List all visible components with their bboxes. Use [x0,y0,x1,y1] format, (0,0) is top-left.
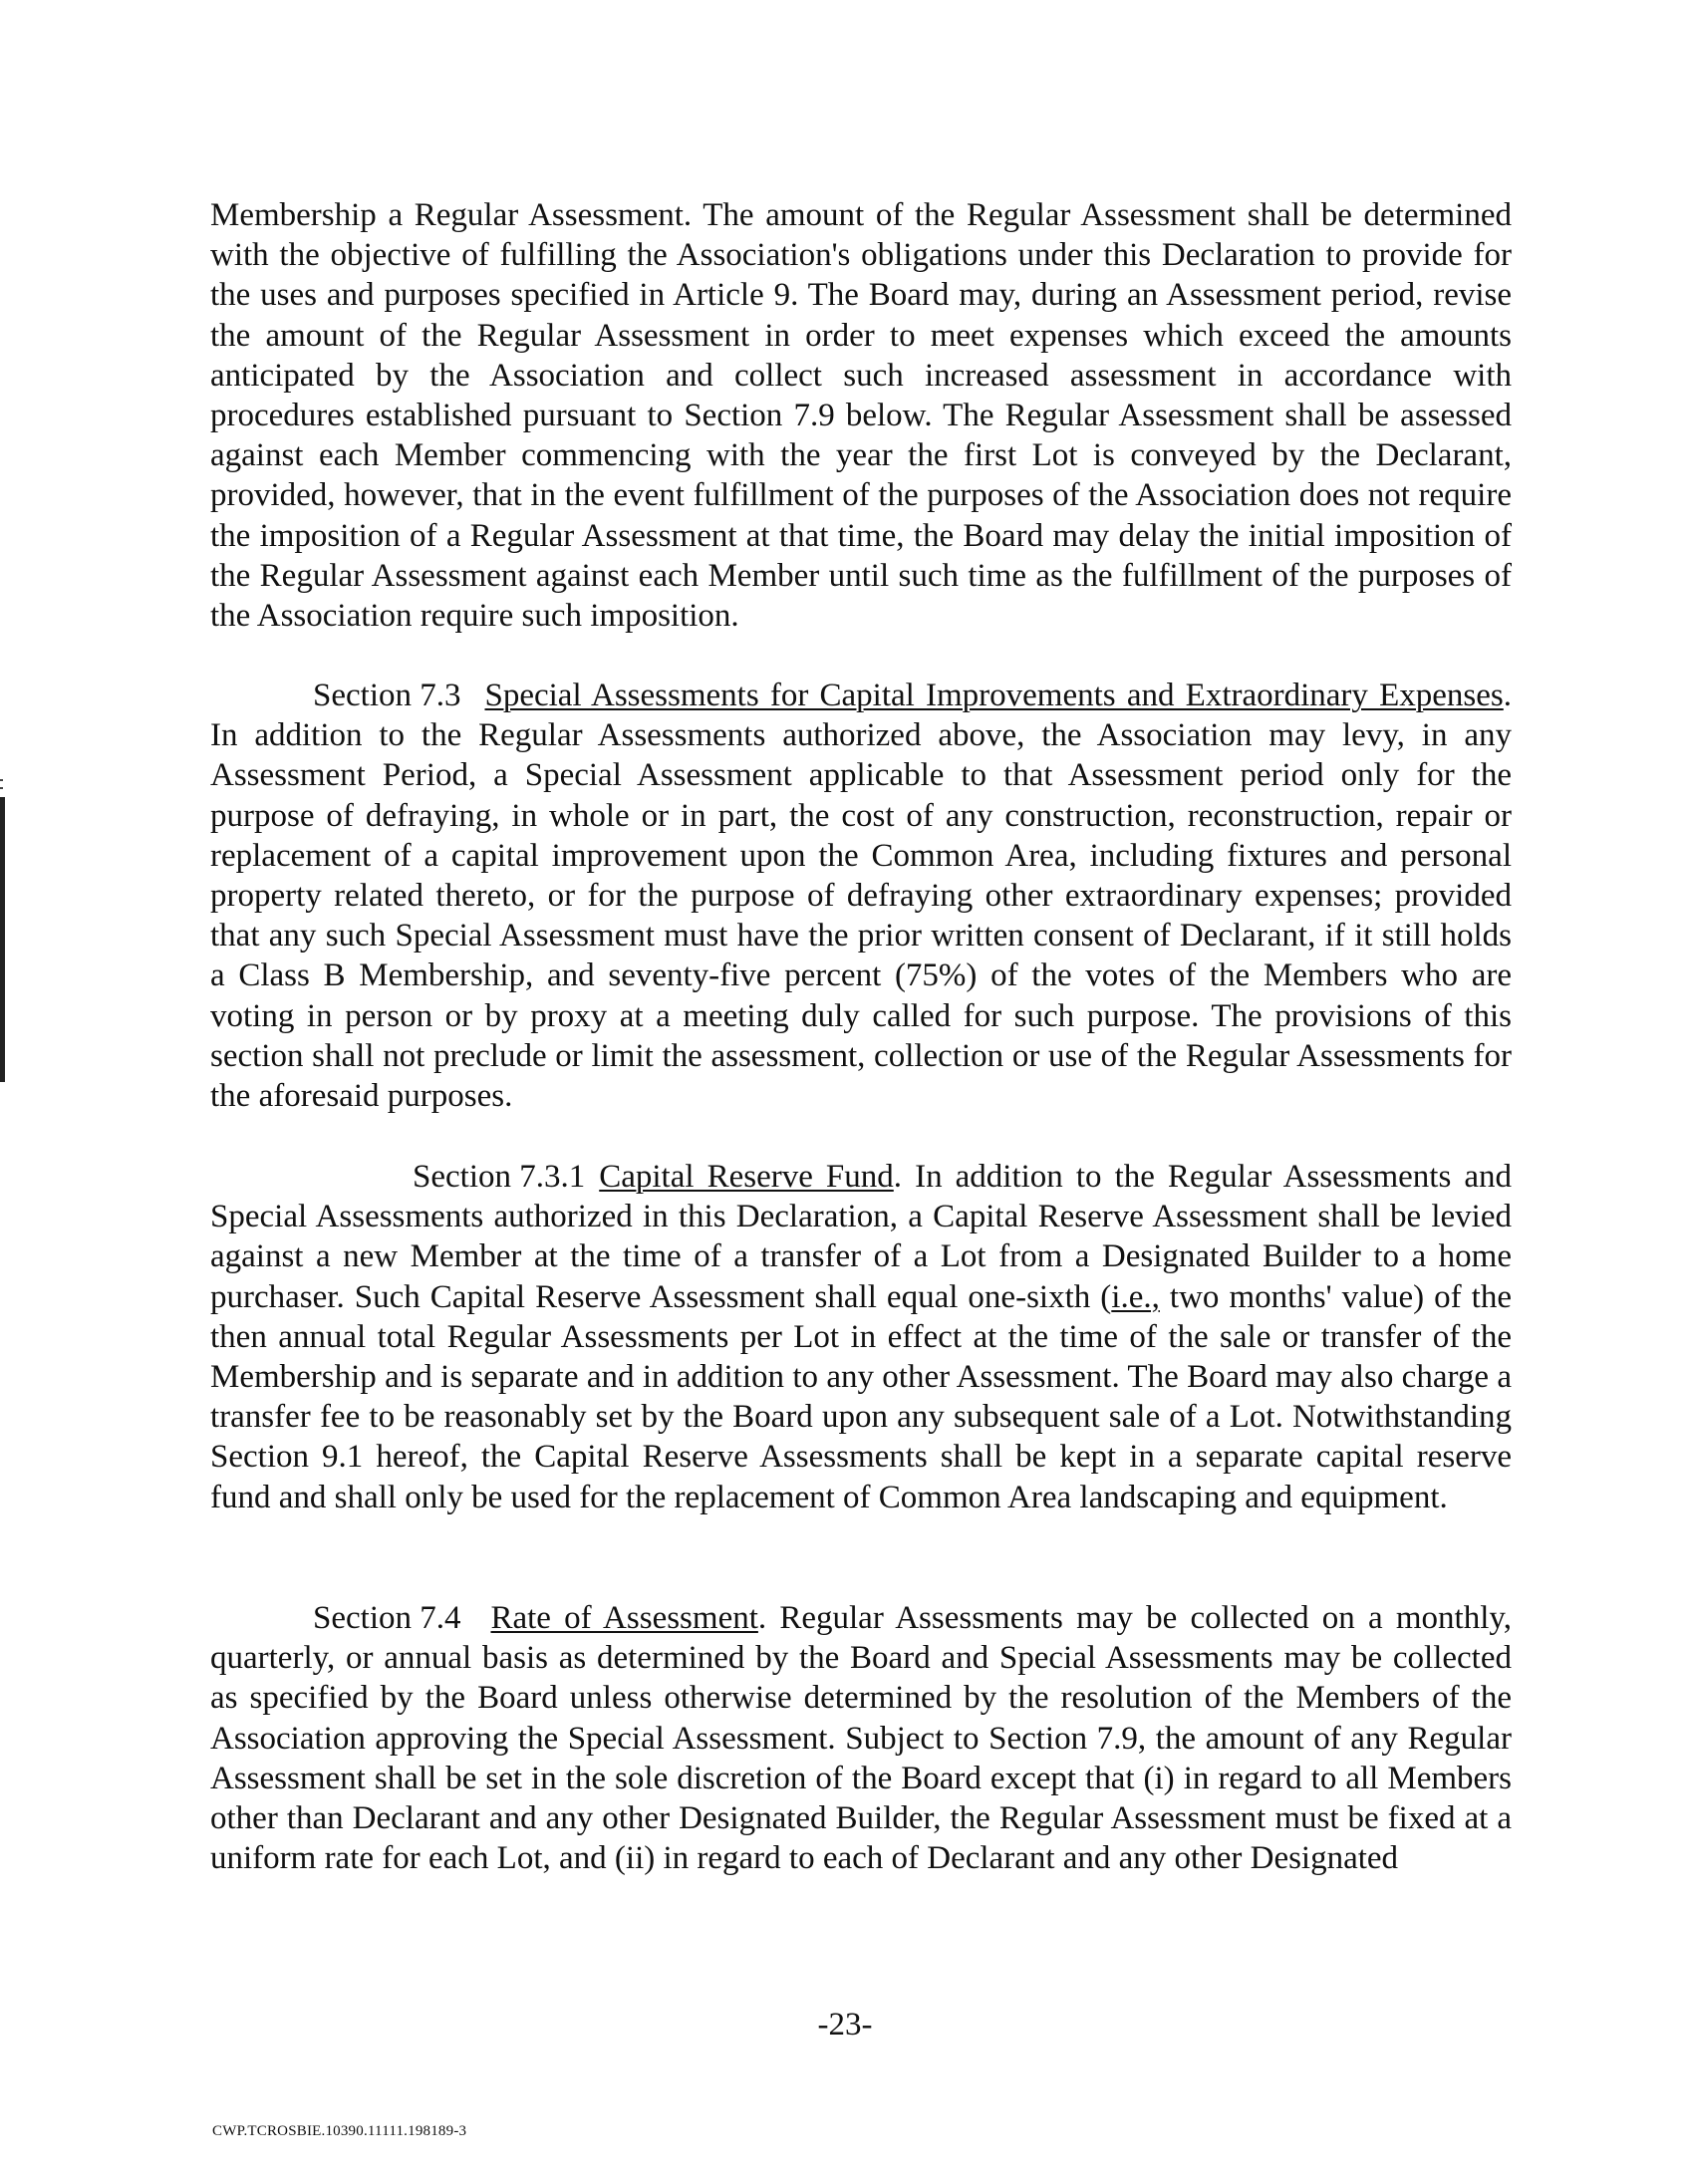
paragraph-text: . In addition to the Regular Assessments authorized above, the Association may levy, in any Assessment Period, a Special Assessment applicable to that Assessment period only for the purpose of defraying, in whole or in part, the cost of any construction, reconstruction, repair or replacement of a capital improvement upon the Common Area, including fixtures and personal property related thereto, or for the purpose of defraying other extraordinary expenses; provided that any such Special Assessment must have the prior written consent of Declarant, if it still holds a Class B Membership, and seventy-five percent (75%) of the votes of the Members who are voting in person or by proxy at a meeting duly called for such purpose. The provisions of this section shall not preclude or limit the assessment, collection or use of the Regular Assessments for the aforesaid purposes. [210,678,1512,1115]
scan-margin-mark [0,797,5,1082]
scan-margin-tick [0,787,3,789]
section-number: Section 7.3 [313,678,461,713]
section-heading: Capital Reserve Fund [599,1159,894,1195]
scan-margin-tick [0,779,3,781]
paragraph-regular-assessment [210,195,1512,636]
paragraph-section-7-3-1 [210,1157,1512,1517]
paragraph-section-7-4 [210,1598,1512,1878]
document-id-footer: CWP.TCROSBIE.10390.11111.198189-3 [212,2123,467,2139]
paragraph-text-continued: two months' value) of the then annual total Regular Assessments per Lot in effect at the time of the sale or transfer of the Membership and is separate and in addition to any other Assessment. The Board may also charge a transfer fee to be reasonably set by the Board upon any subsequent sale of a Lot. Notwithstanding Section 9.1 hereof, the Capital Reserve Assessments shall be kept in a separate capital reserve fund and shall only be used for the replacement of Common Area landscaping and equipment. [210,1278,1513,1515]
section-number: Section 7.3.1 [413,1159,586,1195]
page-number: -23- [817,2007,873,2043]
paragraph-text: . Regular Assessments may be collected on a monthly, quarterly, or annual basis as determined by the Board and Special Assessments may be collected as specified by the Board unless otherwise determined by the resolution of the Members of the Association approving the Special Assessment. Subject to Section 7.9, the amount of any Regular Assessment shall be set in the sole discretion of the Board except that (i) in regard to all Members other than Declarant and any other Designated Builder, the Regular Assessment must be fixed at a uniform rate for each Lot, and (ii) in regard to each of Declarant and any other Designated [210,1600,1512,1877]
section-number: Section 7.4 [313,1600,461,1636]
section-heading: Special Assessments for Capital Improvements and Extraordinary Expenses [484,678,1504,713]
paragraph-text: . In addition to the Regular Assessments and Special Assessments authorized in this Declaration, a Capital Reserve Assessment shall be levied against a new Member at the time of a transfer of a Lot from a Designated Builder to a home purchaser. Such Capital Reserve Assessment shall equal one-sixth ( [210,1159,1512,1315]
paragraph-section-7-3 [210,676,1512,1116]
paragraph-text: Membership a Regular Assessment. The amount of the Regular Assessment shall be determined with the objective of fulfilling the Association's obligations under this Declaration to provide for the uses and purposes specified in Article 9. The Board may, during an Assessment period, revise the amount of the Regular Assessment in order to meet expenses which exceed the amounts anticipated by the Association and collect such increased assessment in accordance with procedures established pursuant to Section 7.9 below. The Regular Assessment shall be assessed against each Member commencing with the year the first Lot is conveyed by the Declarant, provided, however, that in the event fulfillment of the purposes of the Association does not require the imposition of a Regular Assessment at that time, the Board may delay the initial imposition of the Regular Assessment against each Member until such time as the fulfillment of the purposes of the Association require such imposition. [210,197,1512,635]
ie-abbreviation: i.e., [1111,1278,1160,1315]
section-heading: Rate of Assessment [490,1600,758,1636]
